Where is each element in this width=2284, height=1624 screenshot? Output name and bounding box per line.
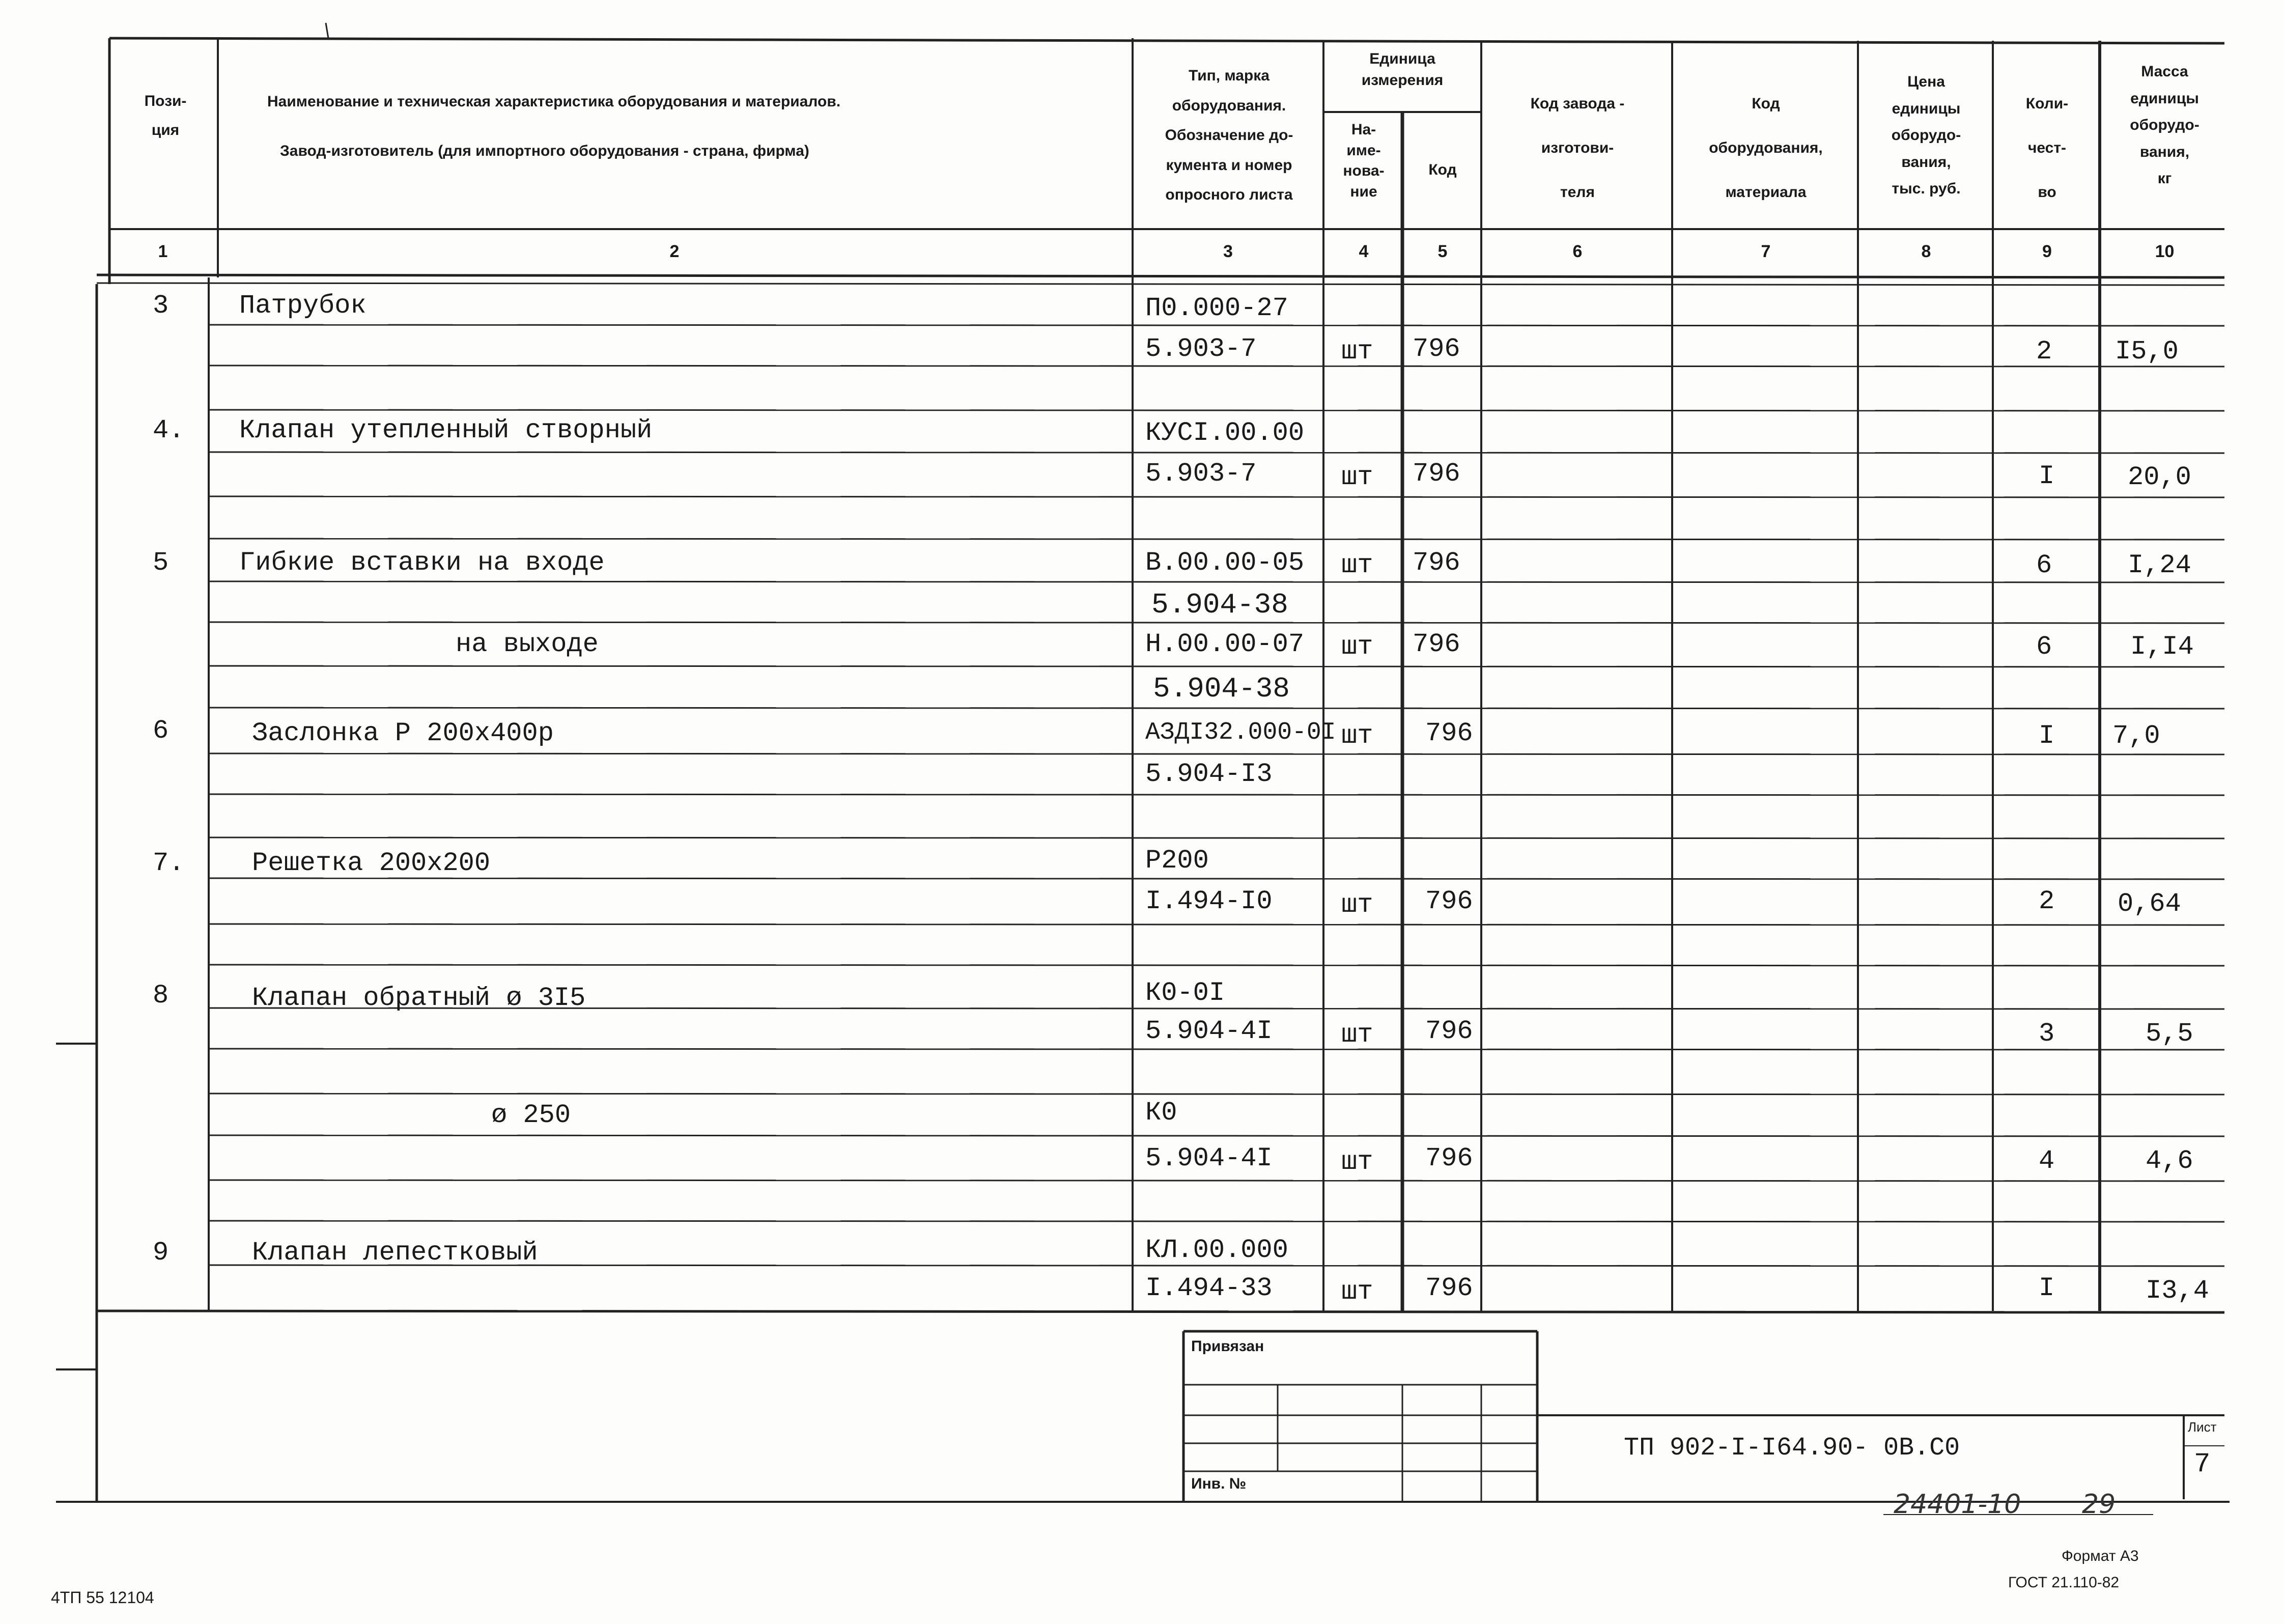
- row-quantity: 2: [2036, 337, 2052, 367]
- row-type: К0-0I: [1145, 978, 1225, 1008]
- row-type: КУСI.00.00: [1145, 418, 1305, 448]
- sheet-number: 7: [2194, 1449, 2211, 1480]
- row-quantity: 3: [2039, 1019, 2055, 1049]
- row-unit-code: 796: [1425, 1273, 1473, 1303]
- header-mass: Масса единицы оборудо- вания, кг: [2130, 63, 2200, 187]
- row-unit: шт: [1341, 721, 1373, 751]
- row-name: Заслонка Р 200х400р: [252, 718, 554, 748]
- row-unit: шт: [1341, 1277, 1373, 1307]
- row-unit: шт: [1341, 550, 1373, 580]
- row-mass: I,I4: [2130, 632, 2194, 662]
- row-unit: шт: [1341, 337, 1373, 367]
- header-name-line2: Завод-изготовитель (для импортного оборудования - страна, фирма): [280, 143, 809, 159]
- row-type: I.494-33: [1145, 1273, 1273, 1303]
- row-mass: I,24: [2128, 550, 2191, 580]
- row-unit-code: 796: [1413, 548, 1460, 578]
- row-mass: 4,6: [2146, 1146, 2193, 1176]
- header-factory-code: Код завода - изготови- теля: [1530, 95, 1625, 201]
- row-type: К0: [1145, 1098, 1177, 1128]
- row-type: 5.904-I3: [1145, 759, 1273, 789]
- row-mass: 5,5: [2146, 1019, 2193, 1049]
- header-position: Пози- ция: [144, 93, 187, 138]
- row-quantity: I: [2039, 461, 2055, 491]
- row-name: Клапан лепестковый: [252, 1238, 538, 1268]
- row-position: 4.: [153, 415, 185, 445]
- row-type: 5.903-7: [1145, 334, 1257, 364]
- row-position: 7.: [153, 848, 185, 878]
- header-equipment-code: Код оборудования, материала: [1709, 95, 1823, 201]
- row-position: 9: [153, 1238, 169, 1268]
- row-type: I.494-I0: [1145, 886, 1273, 916]
- row-type: 5.904-4I: [1145, 1143, 1273, 1173]
- sheet-label: Лист: [2188, 1419, 2217, 1435]
- row-unit: шт: [1341, 462, 1373, 492]
- row-mass: 7,0: [2112, 721, 2160, 751]
- row-unit: шт: [1341, 890, 1373, 920]
- col-number-2: 2: [669, 242, 680, 261]
- row-position: 5: [153, 548, 169, 578]
- row-name: ø 250: [491, 1100, 571, 1130]
- gost-label: ГОСТ 21.110-82: [2008, 1574, 2120, 1591]
- col-number-3: 3: [1223, 242, 1233, 261]
- row-type: 5.904-38: [1153, 673, 1290, 705]
- col-number-10: 10: [2155, 242, 2175, 261]
- row-name: Решетка 200х200: [252, 848, 491, 878]
- col-number-7: 7: [1761, 242, 1771, 261]
- row-position: 6: [153, 716, 169, 746]
- row-type: Р200: [1145, 846, 1209, 876]
- row-unit-code: 796: [1425, 1016, 1473, 1046]
- row-unit-code: 796: [1425, 1143, 1473, 1173]
- row-type: АЗДI32.000-0I: [1145, 719, 1336, 746]
- row-type: КЛ.00.000: [1145, 1235, 1288, 1265]
- row-quantity: 4: [2039, 1146, 2055, 1176]
- header-unit-name: На- име- нова- ние: [1343, 121, 1385, 200]
- row-name: Клапан обратный ø 3I5: [252, 983, 586, 1013]
- col-number-6: 6: [1572, 242, 1583, 261]
- row-type: Н.00.00-07: [1145, 629, 1305, 659]
- stamp-privyazan: Привязан: [1191, 1338, 1264, 1355]
- row-unit-code: 796: [1413, 629, 1460, 659]
- header-price: Цена единицы оборудо- вания, тыс. руб.: [1891, 73, 1961, 197]
- row-mass: I3,4: [2146, 1276, 2209, 1306]
- row-name: Патрубок: [239, 291, 366, 321]
- header-quantity: Коли- чест- во: [2025, 95, 2069, 201]
- row-type: 5.903-7: [1145, 459, 1257, 489]
- row-type: 5.904-4I: [1145, 1016, 1273, 1046]
- row-unit: шт: [1341, 632, 1373, 662]
- row-name: Гибкие вставки на входе: [239, 548, 605, 578]
- row-unit-code: 796: [1413, 459, 1460, 489]
- col-number-4: 4: [1359, 242, 1369, 261]
- row-unit: шт: [1341, 1147, 1373, 1177]
- row-position: 8: [153, 981, 169, 1011]
- row-position: 3: [153, 291, 169, 321]
- row-quantity: 2: [2039, 886, 2055, 916]
- format-label: Формат А3: [2062, 1548, 2139, 1564]
- header-unit-code: Код: [1428, 161, 1457, 178]
- row-unit-code: 796: [1413, 334, 1460, 364]
- row-mass: 0,64: [2118, 889, 2181, 919]
- row-unit-code: 796: [1425, 886, 1473, 916]
- row-unit-code: 796: [1425, 718, 1473, 748]
- row-quantity: I: [2039, 1273, 2055, 1303]
- left-code: 4ТП 55 12104: [51, 1588, 154, 1607]
- handwritten-page: 29: [2082, 1489, 2116, 1520]
- col-number-8: 8: [1921, 242, 1931, 261]
- row-type: В.00.00-05: [1145, 548, 1305, 578]
- row-quantity: 6: [2036, 632, 2052, 662]
- stamp-inv-no: Инв. №: [1191, 1475, 1247, 1492]
- row-name: на выходе: [456, 629, 599, 659]
- row-quantity: I: [2039, 721, 2055, 751]
- header-name-line1: Наименование и техническая характеристика оборудования и материалов.: [267, 93, 841, 110]
- row-mass: 20,0: [2128, 462, 2191, 492]
- row-unit: шт: [1341, 1020, 1373, 1050]
- col-number-5: 5: [1437, 242, 1448, 261]
- row-name: Клапан утепленный створный: [239, 415, 653, 445]
- header-unit-group: Единица измерения: [1361, 50, 1444, 89]
- col-number-1: 1: [158, 242, 168, 261]
- row-type: 5.904-38: [1151, 589, 1288, 621]
- col-number-9: 9: [2042, 242, 2052, 261]
- row-quantity: 6: [2036, 550, 2052, 580]
- row-mass: I5,0: [2115, 337, 2179, 367]
- doc-code: ТП 902-I-I64.90- 0В.С0: [1624, 1434, 1960, 1463]
- handwritten-number: 24401-10: [1894, 1489, 2021, 1520]
- header-type: Тип, марка оборудования. Обозначение до- кумента и номер опросного листа: [1165, 67, 1293, 203]
- row-type: П0.000-27: [1145, 293, 1288, 323]
